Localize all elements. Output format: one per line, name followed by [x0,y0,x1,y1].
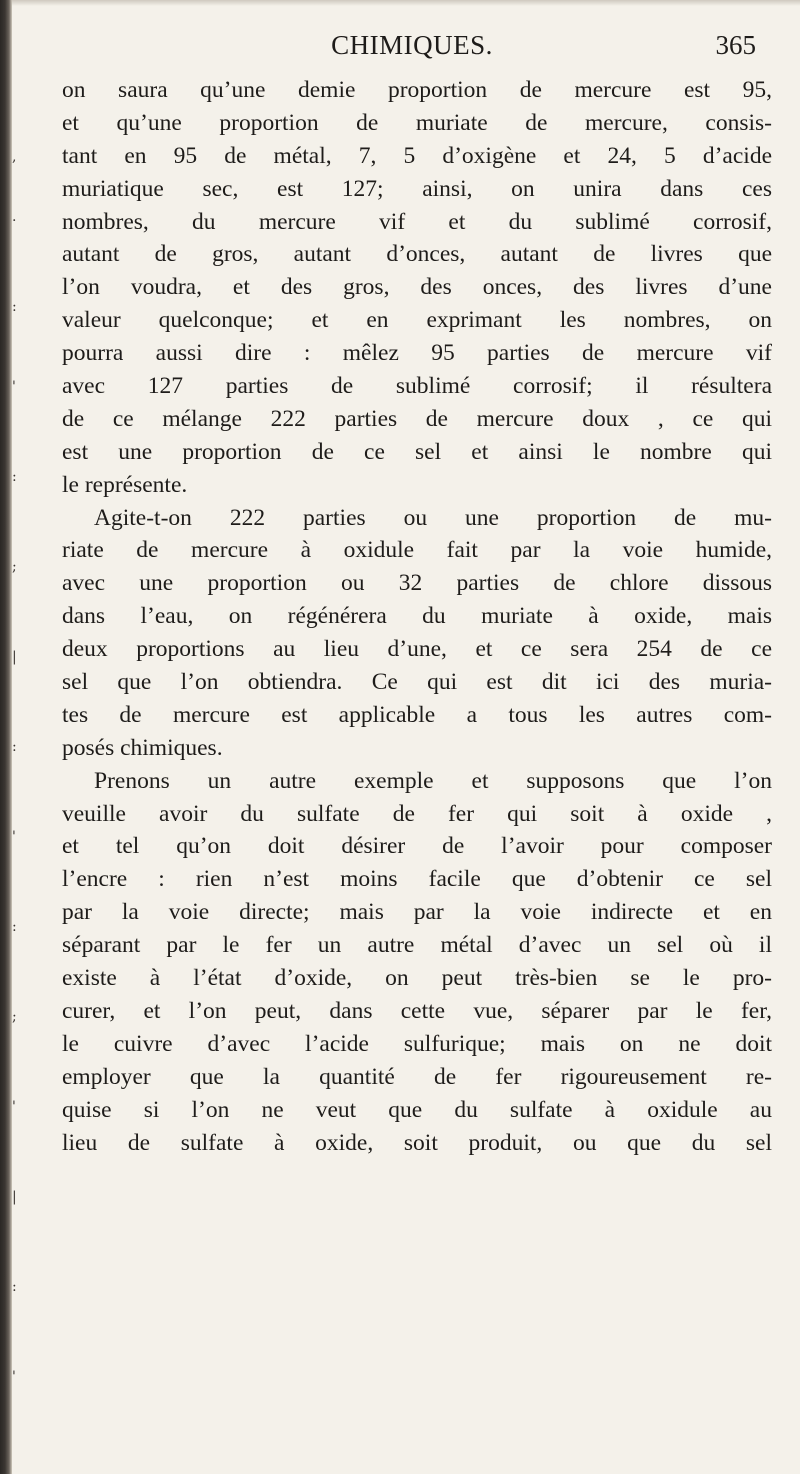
body-text [62,74,772,1159]
text-line: employer que la quantité de fer rigoureusement re- [62,1063,772,1090]
text-line: de ce mélange 222 parties de mercure doux , ce qui [62,405,772,432]
text-line: et qu’une proportion de muriate de mercure, consis- [62,109,772,136]
text-line: veuille avoir du sulfate de fer qui soit à oxide , [62,800,772,827]
text-line: quise si l’on ne veut que du sulfate à oxidule au [62,1096,772,1123]
page-number: 365 [715,30,756,60]
page-top-shadow [0,0,800,6]
text-line: l’on voudra, et des gros, des onces, des livres d’une [62,274,772,301]
page-header [64,28,760,68]
text-line: tant en 95 de métal, 7, 5 d’oxigène et 24, 5 d’acide [62,142,772,169]
text-line: l’encre : rien n’est moins facile que d’obtenir ce sel [62,866,772,893]
text-line: est une proportion de ce sel et ainsi le nombre qui [62,438,772,465]
text-line: deux proportions au lieu d’une, et ce sera 254 de ce [62,636,772,663]
book-binding-edge [0,0,12,1474]
text-line: séparant par le fer un autre métal d’avec un sel où il [62,932,772,959]
text-line: avec 127 parties de sublimé corrosif; il résultera [62,373,772,400]
text-line: existe à l’état d’oxide, on peut très-bien se le pro- [62,965,772,992]
text-line: riate de mercure à oxidule fait par la voie humide, [62,537,772,564]
text-line-paragraph-end: le représente. [62,471,188,498]
text-line: tes de mercure est applicable a tous les autres com- [62,701,772,728]
running-title: CHIMIQUES. [331,30,493,60]
text-line: dans l’eau, on régénérera du muriate à oxide, mais [62,603,772,630]
text-line: autant de gros, autant d’onces, autant de livres que [62,241,772,268]
text-line: muriatique sec, est 127; ainsi, on unira dans ces [62,175,772,202]
text-line: pourra aussi dire : mêlez 95 parties de mercure vif [62,340,772,367]
text-line-paragraph-start: Prenons un autre exemple et supposons que l’on [94,767,772,794]
text-line: on saura qu’une demie proportion de mercure est 95, [62,77,772,103]
text-line: le cuivre d’avec l’acide sulfurique; mais on ne doit [62,1030,772,1057]
text-line-paragraph-end: posés chimiques. [62,734,223,761]
text-line: valeur quelconque; et en exprimant les nombres, on [62,307,772,334]
text-line: nombres, du mercure vif et du sublimé corrosif, [62,208,772,235]
text-line: curer, et l’on peut, dans cette vue, séparer par le fer, [62,997,772,1024]
text-line: lieu de sulfate à oxide, soit produit, ou que du sel [62,1129,772,1156]
text-line: et tel qu’on doit désirer de l’avoir pour composer [62,833,772,860]
text-line-paragraph-start: Agite-t-on 222 parties ou une proportion de mu- [94,504,772,531]
text-line: avec une proportion ou 32 parties de chlore dissous [62,570,772,597]
text-line: par la voie directe; mais par la voie indirecte et en [62,899,772,926]
text-line: sel que l’on obtiendra. Ce qui est dit ici des muria- [62,669,772,696]
gutter-marks: , . : ' : ; | : ' : ; ' | : ' [12,149,17,1385]
